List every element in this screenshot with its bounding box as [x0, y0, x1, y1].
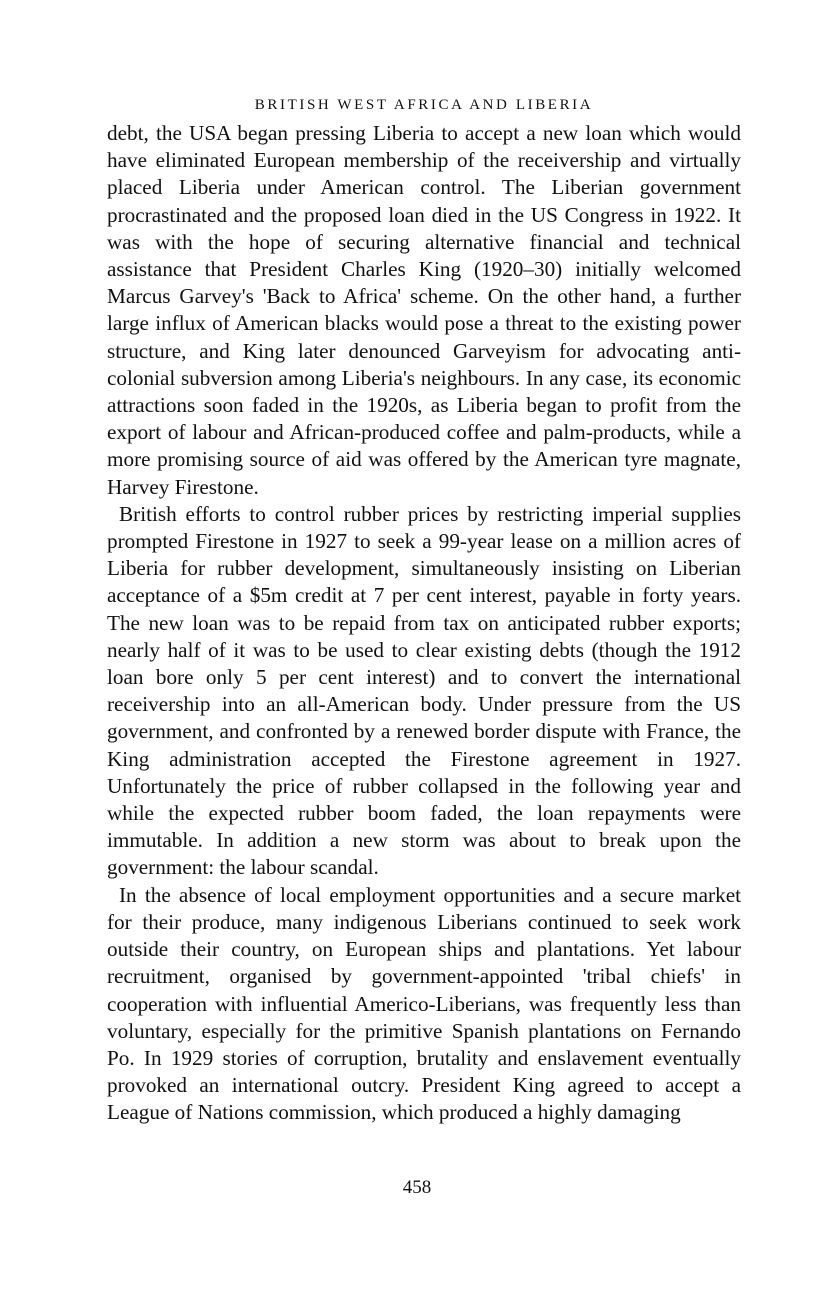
- running-head: BRITISH WEST AFRICA AND LIBERIA: [254, 97, 594, 113]
- paragraph-3: In the absence of local employment opportunities and a secure market for their produce, many indigenous Liberians continued to seek work outside their country, on European ships and plantations. Yet labour recruitment, organised by government-appointed 'tribal chiefs' in cooperation with influential Americo-Liberians, was frequently less than voluntary, especially for the primitive Spanish plantations on Fernando Po. In 1929 stories of corruption, brutality and enslavement eventually provoked an international outcry. President King agreed to accept a League of Nations commission, which produced a highly damaging: [107, 882, 741, 1125]
- body-text: [107, 120, 741, 1127]
- paragraph-2: British efforts to control rubber prices by restricting imperial supplies prompted Firestone in 1927 to seek a 99-year lease on a million acres of Liberia for rubber development, simultaneously insisting on Liberian acceptance of a $5m credit at 7 per cent interest, payable in forty years. The new loan was to be repaid from tax on anticipated rubber exports; nearly half of it was to be used to clear existing debts (though the 1912 loan bore only 5 per cent interest) and to convert the international receivership into an all-American body. Under pressure from the US government, and confronted by a renewed border dispute with France, the King administration accepted the Firestone agreement in 1927. Unfortunately the price of rubber collapsed in the following year and while the expected rubber boom faded, the loan repayments were immutable. In addition a new storm was about to break upon the government: the labour scandal.: [107, 501, 741, 880]
- page: [107, 96, 741, 1127]
- page-number: 458: [402, 1177, 432, 1198]
- paragraph-1: debt, the USA began pressing Liberia to accept a new loan which would have eliminated European membership of the receivership and virtually placed Liberia under American control. The Liberian government procrastinated and the proposed loan died in the US Congress in 1922. It was with the hope of securing alternative financial and technical assistance that President Charles King (1920–30) initially welcomed Marcus Garvey's 'Back to Africa' scheme. On the other hand, a further large influx of American blacks would pose a threat to the existing power structure, and King later denounced Garveyism for advocating anti-colonial subversion among Liberia's neighbours. In any case, its economic attractions soon faded in the 1920s, as Liberia began to profit from the export of labour and African-produced coffee and palm-products, while a more promising source of aid was offered by the American tyre magnate, Harvey Firestone.: [107, 121, 741, 499]
